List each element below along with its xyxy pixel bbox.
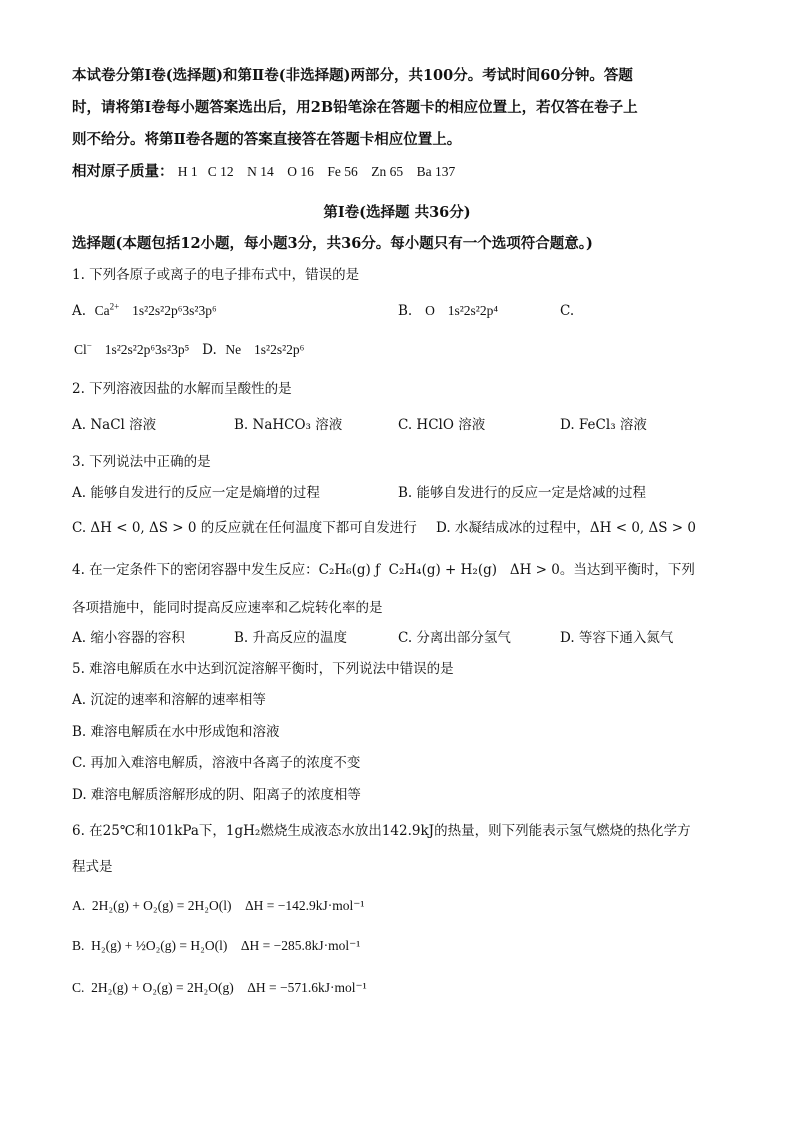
question-1-stem: 1. 下列各原子或离子的电子排布式中，错误的是 — [72, 267, 360, 283]
question-5-option-c: C. 再加入难溶电解质，溶液中各离子的浓度不变 — [72, 755, 361, 771]
ion-charge: − — [86, 340, 92, 351]
question-3-option-a: A. 能够自发进行的反应一定是熵增的过程 — [72, 485, 320, 501]
electron-configuration: 1s²2s²2p⁶3s²3p⁵ — [104, 342, 190, 357]
option-label: B. — [398, 303, 413, 319]
question-4-option-d: D. 等容下通入氮气 — [560, 630, 674, 646]
question-4-stem-line-2: 各项措施中，能同时提高反应速率和乙烷转化率的是 — [72, 600, 383, 616]
question-1-option-b — [398, 301, 498, 321]
electron-configuration: 1s²2s²2p⁴ — [447, 303, 499, 318]
option-label: D. — [202, 342, 217, 358]
question-5-option-d: D. 难溶电解质溶解形成的阴、阳离子的浓度相等 — [72, 787, 361, 803]
question-3-option-c: C. ΔH < 0, ΔS > 0 的反应就在任何温度下都可自发进行 — [72, 520, 417, 536]
ion-species: Cl — [74, 342, 87, 357]
question-1-option-a — [72, 301, 217, 321]
question-3-stem: 3. 下列说法中正确的是 — [72, 454, 211, 470]
question-4-option-c: C. 分离出部分氢气 — [398, 630, 511, 646]
electron-configuration: 1s²2s²2p⁶ — [254, 342, 305, 357]
question-6-stem-line-2: 程式是 — [72, 859, 113, 875]
atom-species: O — [425, 303, 435, 318]
question-2-option-a: A. NaCl 溶液 — [72, 417, 157, 433]
question-6-option-c: C. 2H₂(g) + O₂(g) = 2H₂O(g) ΔH = −571.6kJ·mol⁻¹ — [72, 980, 367, 995]
question-6-option-b: B. H₂(g) + ½O₂(g) = H₂O(l) ΔH = −285.8kJ·mol⁻¹ — [72, 938, 361, 953]
instructions-line-1: 本试卷分第Ⅰ卷(选择题)和第Ⅱ卷(非选择题)两部分，共100分。考试时间60分钟。答题 — [72, 67, 633, 84]
question-3-option-d: D. 水凝结成冰的过程中，ΔH < 0, ΔS > 0 — [436, 520, 696, 536]
question-6-stem-line-1: 6. 在25℃和101kPa下，1gH₂燃烧生成液态水放出142.9kJ的热量，则下列能表示氢气燃烧的热化学方 — [72, 823, 691, 839]
atomic-mass-label: 相对原子质量： — [72, 163, 174, 180]
question-2-option-c: C. HClO 溶液 — [398, 417, 486, 433]
atom-species: Ne — [225, 342, 242, 357]
ion-species: Ca — [94, 303, 110, 318]
option-label: A. — [72, 303, 87, 319]
question-1-option-c-label: C. — [560, 303, 575, 319]
instructions-line-3: 则不给分。将第Ⅱ卷各题的答案直接答在答题卡相应位置上。 — [72, 131, 462, 148]
atomic-mass-row — [72, 162, 455, 182]
question-5-option-a: A. 沉淀的速率和溶解的速率相等 — [72, 692, 266, 708]
question-3-option-b: B. 能够自发进行的反应一定是焓减的过程 — [398, 485, 647, 501]
ion-charge: 2+ — [109, 301, 120, 312]
question-2-option-d: D. FeCl₃ 溶液 — [560, 417, 647, 433]
question-4-stem-line-1: 4. 在一定条件下的密闭容器中发生反应：C₂H₆(g) ƒ C₂H₄(g) + H₂(g) ΔH > 0。当达到平衡时，下列 — [72, 562, 695, 578]
atomic-mass-values: H 1 C 12 N 14 O 16 Fe 56 Zn 65 Ba 137 — [177, 164, 456, 179]
question-4-option-b: B. 升高反应的温度 — [234, 630, 348, 646]
question-1-option-c-content — [74, 340, 304, 360]
electron-configuration: 1s²2s²2p⁶3s²3p⁶ — [132, 303, 217, 318]
section-title: 第Ⅰ卷(选择题 共36分) — [323, 204, 471, 221]
question-5-option-b: B. 难溶电解质在水中形成饱和溶液 — [72, 724, 280, 740]
question-5-stem: 5. 难溶电解质在水中达到沉淀溶解平衡时，下列说法中错误的是 — [72, 661, 454, 677]
question-6-option-a: A. 2H₂(g) + O₂(g) = 2H₂O(l) ΔH = −142.9kJ·mol⁻¹ — [72, 898, 365, 913]
question-2-stem: 2. 下列溶液因盐的水解而呈酸性的是 — [72, 381, 292, 397]
question-2-option-b: B. NaHCO₃ 溶液 — [234, 417, 343, 433]
instructions-line-2: 时，请将第Ⅰ卷每小题答案选出后，用2B铅笔涂在答题卡的相应位置上，若仅答在卷子上 — [72, 99, 638, 116]
section-description: 选择题(本题包括12小题，每小题3分，共36分。每小题只有一个选项符合题意。) — [72, 235, 593, 252]
question-4-option-a: A. 缩小容器的容积 — [72, 630, 185, 646]
